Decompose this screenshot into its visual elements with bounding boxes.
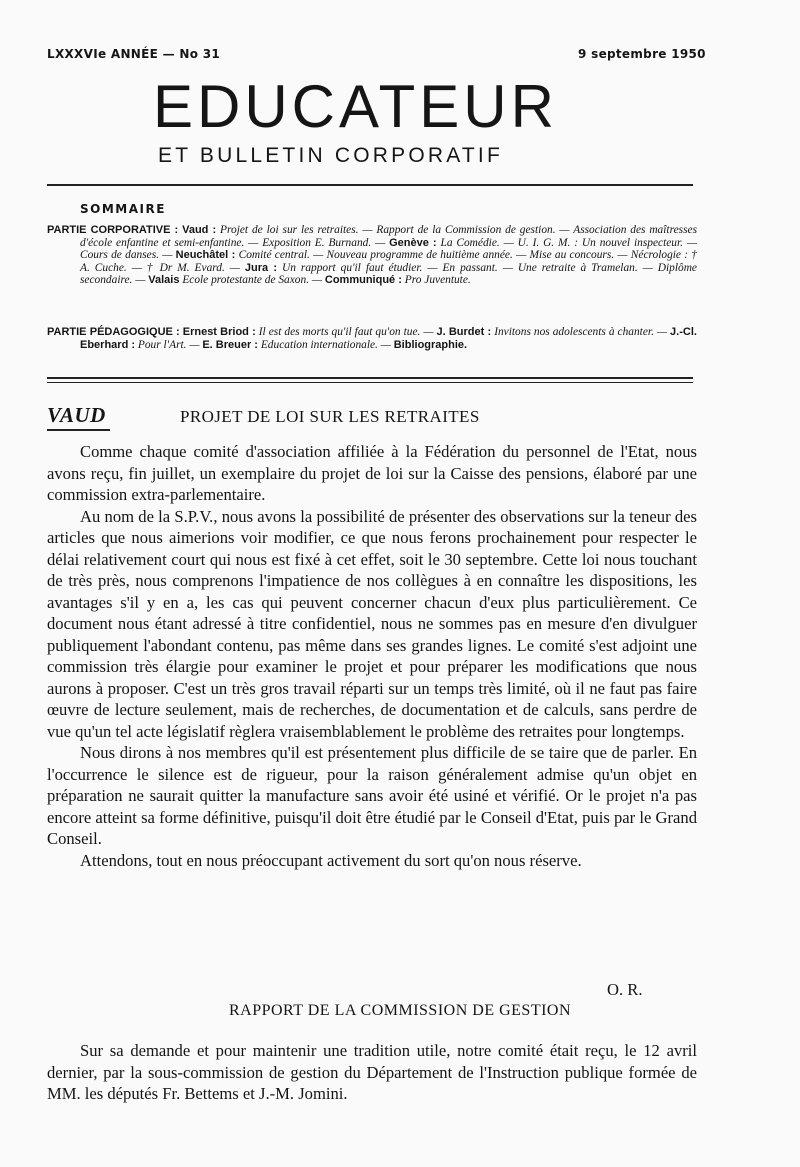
article-body — [47, 441, 697, 871]
neuchatel-contents: Comité central. — Nouveau programme de huitième année. — Mise au concours. — Nécrologie : † A. Cuche. — † Dr M. Evard. — — [80, 249, 697, 274]
bibliographie-label: Bibliographie. — [393, 338, 468, 351]
article-paragraph: Nous dirons à nos membres qu'il est présentement plus difficile de se taire que de parler. En l'occurrence le silence est de rigueur, pour la raison généralement admise qu'un objet en préparation ne saurait quitter la manufacture sans avoir été usiné et vérifié. Or le projet n'a pas encore atteint sa forme définitive, puisqu'il doit être étudié par le Conseil d'Etat, puis par le Grand Conseil. — [47, 743, 697, 848]
sommaire-pedagogique — [47, 326, 697, 351]
communique-label: Communiqué : — [324, 274, 402, 287]
issue-number: LXXXVIe ANNÉE — No 31 — [47, 47, 221, 61]
pedagogique-label: PARTIE PÉDAGOGIQUE : — [47, 326, 180, 338]
geneve-contents: La Comédie. — U. I. G. M. : Un nouvel inspecteur. — Cours de danses. — — [80, 236, 698, 262]
communique-contents: Pro Juventute. — [404, 274, 471, 287]
sommaire-title: SOMMAIRE — [80, 202, 166, 216]
second-article-title: RAPPORT DE LA COMMISSION DE GESTION — [228, 1002, 572, 1019]
eberhard-label: J.-Cl. Eberhard : — [80, 326, 697, 351]
corporative-label: PARTIE CORPORATIVE : — [47, 224, 179, 236]
geneve-label: Genève : — [389, 236, 437, 249]
breuer-contents: Education internationale. — — [260, 338, 391, 351]
neuchatel-label: Neuchâtel : — [175, 249, 236, 262]
region-underline — [47, 429, 110, 431]
breuer-label: E. Breuer : — [202, 338, 258, 351]
second-article-body — [47, 1040, 697, 1105]
burdet-contents: Invitons nos adolescents à chanter. — — [494, 326, 668, 338]
sommaire-rule-2 — [47, 382, 693, 383]
vaud-label: Vaud : — [182, 224, 217, 236]
jura-contents: Un rapport qu'il faut étudier. — En passant. — Une retraite à Tramelan. — Diplôme secondaire. — — [80, 261, 697, 287]
masthead-subtitle: ET BULLETIN CORPORATIF — [158, 144, 503, 167]
burdet-label: J. Burdet : — [436, 326, 492, 338]
article-paragraph: Comme chaque comité d'association affiliée à la Fédération du personnel de l'Etat, nous avons reçu, fin juillet, un exemplaire du projet de loi sur la Caisse des pensions, élaboré par une commission extra-parlementaire. — [47, 442, 697, 504]
top-rule — [47, 184, 693, 186]
article-title: PROJET DE LOI SUR LES RETRAITES — [180, 407, 480, 426]
article-signature: O. R. — [607, 980, 643, 999]
eberhard-contents: Pour l'Art. — — [137, 338, 200, 351]
briod-label: Ernest Briod : — [182, 326, 256, 338]
jura-label: Jura : — [244, 261, 278, 274]
article-paragraph: Attendons, tout en nous préoccupant activement du sort qu'on nous réserve. — [80, 850, 582, 870]
issue-date: 9 septembre 1950 — [578, 47, 706, 61]
briod-contents: Il est des morts qu'il faut qu'on tue. — — [258, 326, 434, 338]
masthead-title: EDUCATEUR — [153, 73, 558, 140]
valais-contents: Ecole protestante de Saxon. — — [182, 274, 323, 287]
article-paragraph: Au nom de la S.P.V., nous avons la possibilité de présenter des observations sur la teneur des articles que nous aimerions voir modifier, ce que nous ferons prochainement pour respecter le délai relativement court qui nous est fixé à cet effet, soit le 30 septembre. Cette loi nous touchant de très près, nous comprenons l'impatience de nos collègues à en connaître les dispositions, les avantages s'il y en a, les cas qui peuvent concerner chacun d'eux plus particulièrement. Ce document nous étant adressé à titre confidentiel, nous ne sommes pas en mesure d'en divulguer publiquement l'abondant contenu, pas même dans ses grandes lignes. Le comité s'est adjoint une commission très élargie pour examiner le projet et pour préparer les modifications que nous aurons à proposer. C'est un très gros travail réparti sur un temps très limité, où il ne faut pas faire œuvre de lecture seulement, mais de recherches, de documentation et de calculs, sans perdre de vue qu'un tel acte législatif règlera vraisemblablement le problème des retraites pour longtemps. — [47, 506, 697, 741]
valais-label: Valais — [148, 274, 180, 287]
sommaire-corporative — [47, 224, 697, 287]
vaud-contents: Projet de loi sur les retraites. — Rapport de la Commission de gestion. — Association des maîtresses d'école enfantine et semi-enfantine. — Exposition E. Burnand. — — [80, 224, 697, 249]
region-heading: VAUD — [47, 403, 106, 427]
sommaire-rule-1 — [47, 377, 693, 379]
second-article-paragraph: Sur sa demande et pour maintenir une tradition utile, notre comité était reçu, le 12 avril dernier, par la sous-commission de gestion du Département de l'Instruction publique formée de MM. les députés Fr. Bettems et J.-M. Jomini. — [47, 1041, 697, 1103]
